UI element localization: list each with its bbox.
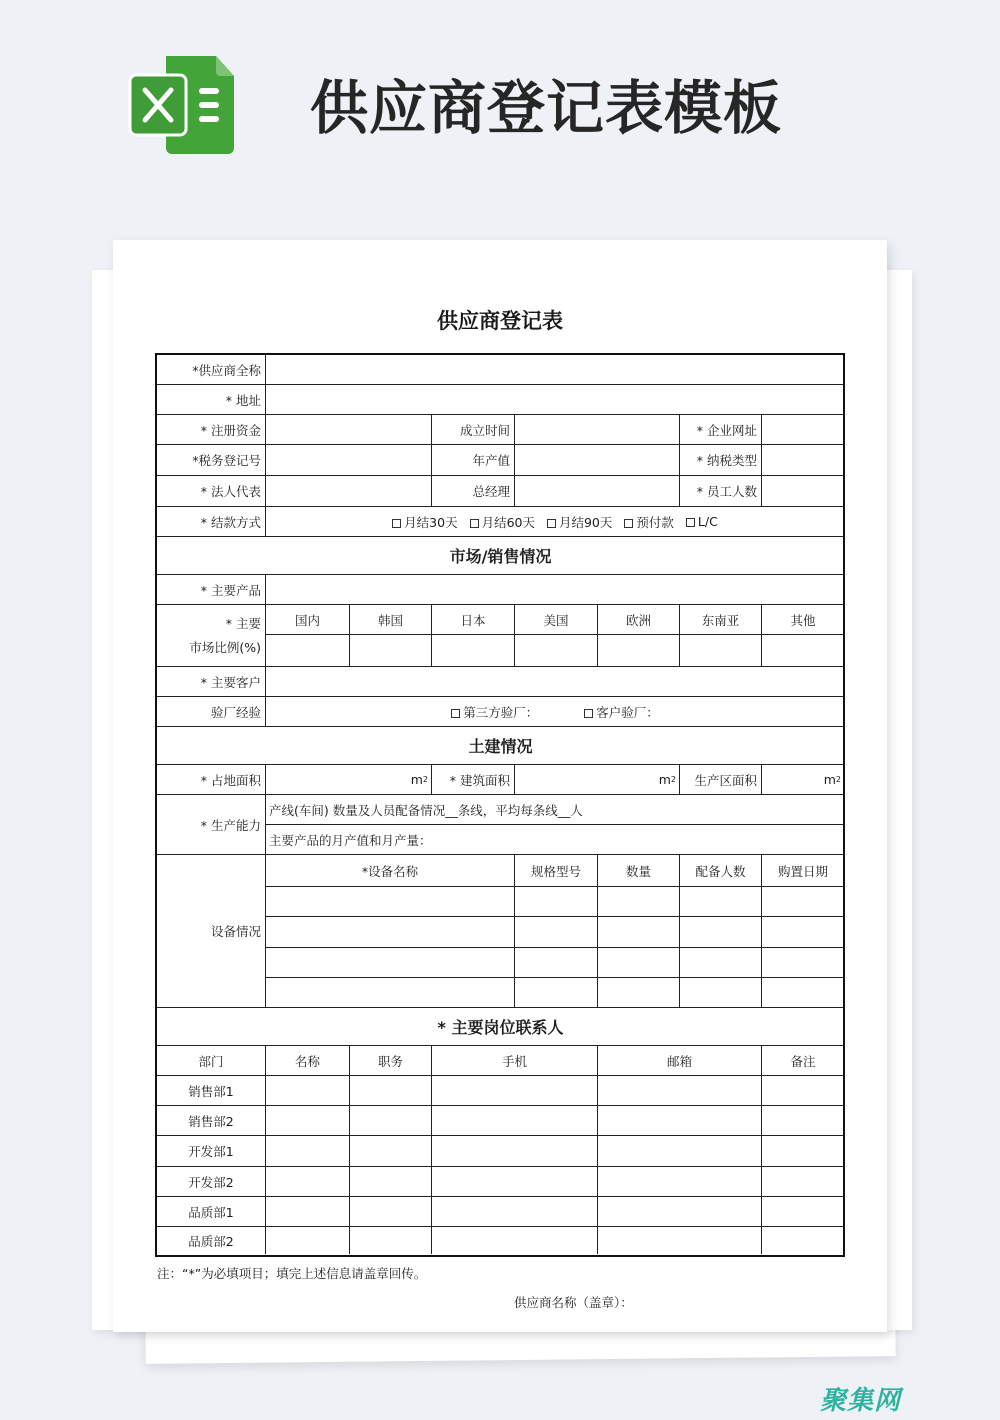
checkbox-icon[interactable] [584,709,593,718]
region-header: 日本 [432,605,515,635]
supplier-name-field[interactable] [266,355,844,385]
contact-cell[interactable] [598,1076,762,1106]
ratio-field-other[interactable] [762,635,844,667]
contacts-section-title: * 主要岗位联系人 [157,1008,844,1046]
contact-cell[interactable] [598,1197,762,1227]
land-area-label: * 占地面积 [157,765,266,795]
main-customers-field[interactable] [266,667,844,697]
equipment-cell[interactable] [680,948,762,978]
equipment-cell[interactable] [266,917,515,948]
checkbox-icon[interactable] [451,709,460,718]
annual-output-label: 年产值 [432,445,515,476]
market-section-title: 市场/销售情况 [157,537,844,575]
address-field[interactable] [266,385,844,415]
production-area-label: 生产区面积 [680,765,762,795]
contacts-header: 名称 [266,1046,350,1076]
audit-option-customer[interactable]: 客户验厂： [584,703,659,721]
contact-cell[interactable] [350,1106,432,1136]
general-manager-field[interactable] [515,476,680,507]
civil-section-title: 土建情况 [157,727,844,765]
ratio-field-europe[interactable] [598,635,680,667]
employees-field[interactable] [762,476,844,507]
checkbox-icon[interactable] [686,518,695,527]
market-ratio-label: * 主要 市场比例(%) [157,605,266,667]
equipment-cell[interactable] [266,887,515,917]
contact-cell[interactable] [598,1106,762,1136]
general-manager-label: 总经理 [432,476,515,507]
ratio-field-japan[interactable] [432,635,515,667]
form-note: 注：“*”为必填项目；填完上述信息请盖章回传。 [157,1266,427,1281]
payment-method-label: * 结款方式 [157,507,266,537]
region-header: 国内 [266,605,350,635]
equipment-cell[interactable] [680,917,762,948]
registered-capital-label: * 注册资金 [157,415,266,445]
contacts-header: 备注 [762,1046,844,1076]
page-title: 供应商登记表模板 [310,74,783,142]
website-label: * 企业网址 [680,415,762,445]
equipment-cell[interactable] [762,917,844,948]
payment-options [266,507,844,537]
contact-cell[interactable] [432,1136,598,1167]
contact-cell[interactable] [266,1167,350,1197]
equipment-header: 配备人数 [680,855,762,887]
ratio-field-korea[interactable] [350,635,432,667]
contact-cell[interactable] [350,1227,432,1254]
tax-type-field[interactable] [762,445,844,476]
capacity-label: * 生产能力 [157,795,266,855]
region-header: 其他 [762,605,844,635]
contacts-header: 手机 [432,1046,598,1076]
audit-option-third-party[interactable]: 第三方验厂： [451,703,538,721]
ratio-field-domestic[interactable] [266,635,350,667]
region-header: 东南亚 [680,605,762,635]
main-products-field[interactable] [266,575,844,605]
department-label: 销售部2 [157,1106,266,1136]
equipment-cell[interactable] [762,978,844,1008]
established-field[interactable] [515,415,680,445]
contact-cell[interactable] [266,1227,350,1254]
region-header: 欧洲 [598,605,680,635]
production-area-field[interactable]: m 2 [762,765,844,795]
supplier-name-label: *供应商全称 [157,355,266,385]
main-products-label: * 主要产品 [157,575,266,605]
contact-cell[interactable] [432,1167,598,1197]
contact-cell[interactable] [266,1197,350,1227]
contact-cell[interactable] [266,1106,350,1136]
legal-rep-field[interactable] [266,476,432,507]
supplier-registration-form [155,353,845,1257]
contact-cell[interactable] [350,1076,432,1106]
signature-label: 供应商名称（盖章）： [514,1295,633,1310]
contact-cell[interactable] [598,1136,762,1167]
website-field[interactable] [762,415,844,445]
equipment-cell[interactable] [266,978,515,1008]
contact-cell[interactable] [432,1197,598,1227]
equipment-cell[interactable] [598,978,680,1008]
watermark-logo: 聚集网 [820,1386,902,1416]
region-header: 美国 [515,605,598,635]
payment-option-60[interactable]: 月结60天 [470,513,535,531]
header [0,0,1000,200]
main-customers-label: * 主要客户 [157,667,266,697]
monthly-output-field[interactable]: 主要产品的月产值和月产量： [266,825,844,855]
audit-experience-label: 验厂经验 [157,697,266,727]
contact-cell[interactable] [432,1106,598,1136]
contacts-header: 部门 [157,1046,266,1076]
equipment-cell[interactable] [515,978,598,1008]
contact-cell[interactable] [350,1197,432,1227]
payment-option-90[interactable]: 月结90天 [547,513,612,531]
contact-cell[interactable] [350,1136,432,1167]
contact-cell[interactable] [598,1167,762,1197]
contact-cell[interactable] [762,1106,844,1136]
address-label: * 地址 [157,385,266,415]
equipment-cell[interactable] [680,887,762,917]
equipment-cell[interactable] [266,948,515,978]
audit-options [266,697,844,727]
department-label: 开发部1 [157,1136,266,1167]
employees-label: * 员工人数 [680,476,762,507]
equipment-cell[interactable] [598,948,680,978]
equipment-header: 规格型号 [515,855,598,887]
capacity-line-field[interactable]: 产线(车间) 数量及人员配备情况__条线，平均每条线__人 [266,795,844,825]
contact-cell[interactable] [432,1076,598,1106]
equipment-cell[interactable] [515,917,598,948]
tax-reg-no-field[interactable] [266,445,432,476]
contacts-header: 邮箱 [598,1046,762,1076]
department-label: 销售部1 [157,1076,266,1106]
contact-cell[interactable] [762,1136,844,1167]
equipment-cell[interactable] [762,948,844,978]
building-area-field[interactable]: m 2 [515,765,680,795]
checkbox-icon[interactable] [624,519,633,528]
land-area-field[interactable]: m 2 [266,765,432,795]
payment-option-lc[interactable]: L/C [686,514,718,529]
contact-cell[interactable] [762,1167,844,1197]
checkbox-icon[interactable] [392,519,401,528]
established-label: 成立时间 [432,415,515,445]
excel-spreadsheet-icon [128,56,234,154]
region-header: 韩国 [350,605,432,635]
contact-cell[interactable] [762,1076,844,1106]
contact-cell[interactable] [762,1227,844,1254]
equipment-cell[interactable] [598,887,680,917]
department-label: 开发部2 [157,1167,266,1197]
contact-cell[interactable] [432,1227,598,1254]
registered-capital-field[interactable] [266,415,432,445]
contact-cell[interactable] [350,1167,432,1197]
ratio-field-sea[interactable] [680,635,762,667]
equipment-cell[interactable] [515,887,598,917]
contacts-header: 职务 [350,1046,432,1076]
equipment-label: 设备情况 [157,855,266,1008]
ratio-field-usa[interactable] [515,635,598,667]
contact-cell[interactable] [762,1197,844,1227]
payment-option-prepay[interactable]: 预付款 [624,513,674,531]
annual-output-field[interactable] [515,445,680,476]
contact-cell[interactable] [266,1076,350,1106]
equipment-header: 购置日期 [762,855,844,887]
equipment-cell[interactable] [762,887,844,917]
department-label: 品质部2 [157,1227,266,1254]
tax-reg-no-label: *税务登记号 [157,445,266,476]
legal-rep-label: * 法人代表 [157,476,266,507]
equipment-header: *设备名称 [266,855,515,887]
checkbox-icon[interactable] [547,519,556,528]
contact-cell[interactable] [266,1136,350,1167]
equipment-cell[interactable] [515,948,598,978]
equipment-cell[interactable] [598,917,680,948]
payment-option-30[interactable]: 月结30天 [392,513,457,531]
checkbox-icon[interactable] [470,519,479,528]
form-title: 供应商登记表 [437,309,563,333]
department-label: 品质部1 [157,1197,266,1227]
equipment-header: 数量 [598,855,680,887]
equipment-cell[interactable] [680,978,762,1008]
contact-cell[interactable] [598,1227,762,1254]
tax-type-label: * 纳税类型 [680,445,762,476]
building-area-label: * 建筑面积 [432,765,515,795]
